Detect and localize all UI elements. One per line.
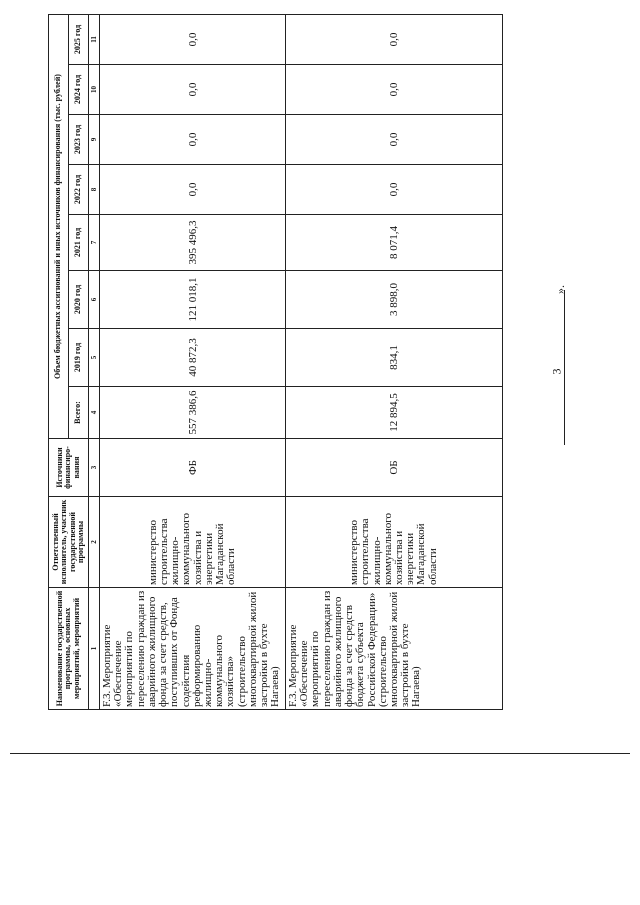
header-responsible: Ответственный исполнитель, участник государственной программы [49,497,89,588]
header-year: 2022 год [69,165,89,215]
row-value: 0,0 [100,115,286,165]
header-name: Наименование государственной программы, основных мероприятий, мероприятий [49,588,89,710]
row-value: 395 496,3 [100,215,286,271]
row-value: 40 872,3 [100,329,286,387]
row-value: 121 018,1 [100,271,286,329]
row-value: 3 898,0 [286,271,503,329]
row-responsible: министерство строительства жилищно-коммунального хозяйства и энергетики Магаданской области [100,497,286,588]
row-name: F.3. Мероприятие «Обеспечение мероприятий по переселению граждан из аварийного жилищного фонда за счет средств, поступивших от Фонда содействия реформированию жилищно-коммунального хозяйства» (строительство многоквартирной жилой застройки в бухте Нагаева) [100,588,286,710]
row-total: 12 894,5 [286,387,503,439]
table-row [286,14,503,709]
header-year: 2023 год [69,115,89,165]
funding-table [48,14,503,710]
rotated-table-wrapper [48,15,503,710]
column-number: 1 [89,588,100,710]
row-total: 557 386,6 [100,387,286,439]
column-number: 7 [89,215,100,271]
column-number: 5 [89,329,100,387]
header-source: Источники финансиро-вания [49,439,89,497]
row-value: 0,0 [100,165,286,215]
header-funding: Объем бюджетных ассигнований и иных источников финансирования (тыс. рублей) [49,14,69,438]
header-year: 2020 год [69,271,89,329]
row-responsible: министерство строительства жилищно-коммунального хозяйства и энергетики Магаданской области [286,497,503,588]
horizontal-divider [10,753,630,754]
row-value: 0,0 [286,165,503,215]
closing-quote-mark: ». [553,285,567,294]
row-value: 0,0 [286,65,503,115]
column-number-row [89,14,100,709]
header-year: 2025 год [69,14,89,64]
header-year: 2024 год [69,65,89,115]
column-number: 2 [89,497,100,588]
header-year: 2019 год [69,329,89,387]
row-value: 834,1 [286,329,503,387]
column-number: 11 [89,14,100,64]
row-value: 8 071,4 [286,215,503,271]
header-year: 2021 год [69,215,89,271]
column-number: 6 [89,271,100,329]
row-source: ОБ [286,439,503,497]
row-value: 0,0 [100,14,286,64]
column-number: 9 [89,115,100,165]
column-number: 4 [89,387,100,439]
row-name: F.3. Мероприятие «Обеспечение мероприятий по переселению граждан из аварийного жилищного фонда за счет средств бюджета субъекта Российской Федерации» (строительство многоквартирной жилой застройки в бухте Нагаева) [286,588,503,710]
row-value: 0,0 [100,65,286,115]
column-number: 3 [89,439,100,497]
column-number: 10 [89,65,100,115]
table-row [100,14,286,709]
row-value: 0,0 [286,115,503,165]
signature-line [564,290,565,445]
row-source: ФБ [100,439,286,497]
page-number: 3 [549,368,564,375]
row-value: 0,0 [286,14,503,64]
header-total: Всего: [69,387,89,439]
column-number: 8 [89,165,100,215]
